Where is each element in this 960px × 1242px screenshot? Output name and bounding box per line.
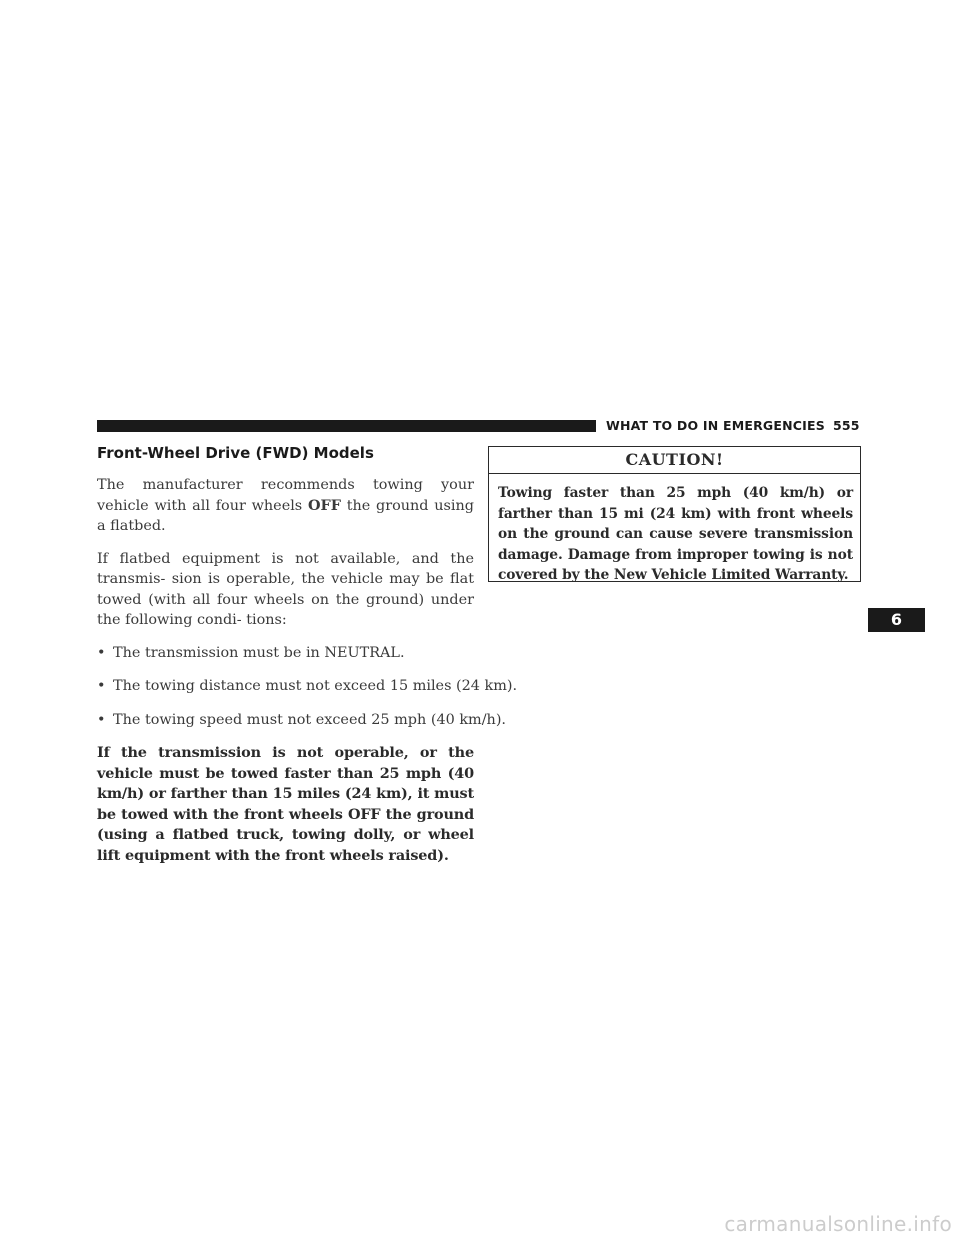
intro-text-end: the ground using a flatbed. [97,497,474,534]
list-item [97,710,507,731]
page-number: 555 [832,418,860,433]
caution-text: Towing faster than 25 mph (40 km/h) or farther than 15 mi (24 km) with front wheels on the ground can cause severe transmission damage. Damage from improper towing is not covered by the New Vehicle Limited Warranty. [498,485,853,583]
section-title: Front-Wheel Drive (FWD) Models [97,444,374,462]
list-item-text: The towing speed must not exceed 25 mph (40 km/h). [113,711,507,728]
caution-title: CAUTION! [489,447,860,474]
watermark: carmanualsonline.info [724,1212,952,1236]
conditions-list [97,643,518,731]
running-header [606,418,860,433]
list-item-text: The towing distance must not exceed 15 miles (24 km). [113,678,518,694]
list-item-text: The transmission must be in NEUTRAL. [113,644,405,661]
list-item [97,643,474,664]
left-column [97,444,518,878]
conditions-paragraph: If flatbed equipment is not available, and the transmis- sion is operable, the vehicle may be flat towed (with all four wheels on the ground) under the following condi- tions: [97,550,474,628]
intro-paragraph [97,475,474,537]
section-label: WHAT TO DO IN EMERGENCIES [606,418,825,433]
intro-text-start: The manufacturer recommends towing your vehicle with all four wheels [97,477,474,514]
inoperable-transmission-paragraph: If the transmission is not operable, or the vehicle must be towed faster than 25 mph (40 km/h) or farther than 15 miles (24 km), it must be towed with the front wheels OFF the ground (using a flatbed truck, towing dolly, or wheel lift equipment with the front wheels raised). [97,744,474,864]
bullet-icon: • [97,678,106,694]
intro-text-emphasis: OFF [307,496,341,514]
bullet-icon: • [97,644,106,661]
header-rule [97,420,596,432]
bullet-icon: • [97,711,106,728]
list-item [97,676,518,697]
chapter-tab: 6 [868,608,925,632]
caution-box [488,446,861,582]
